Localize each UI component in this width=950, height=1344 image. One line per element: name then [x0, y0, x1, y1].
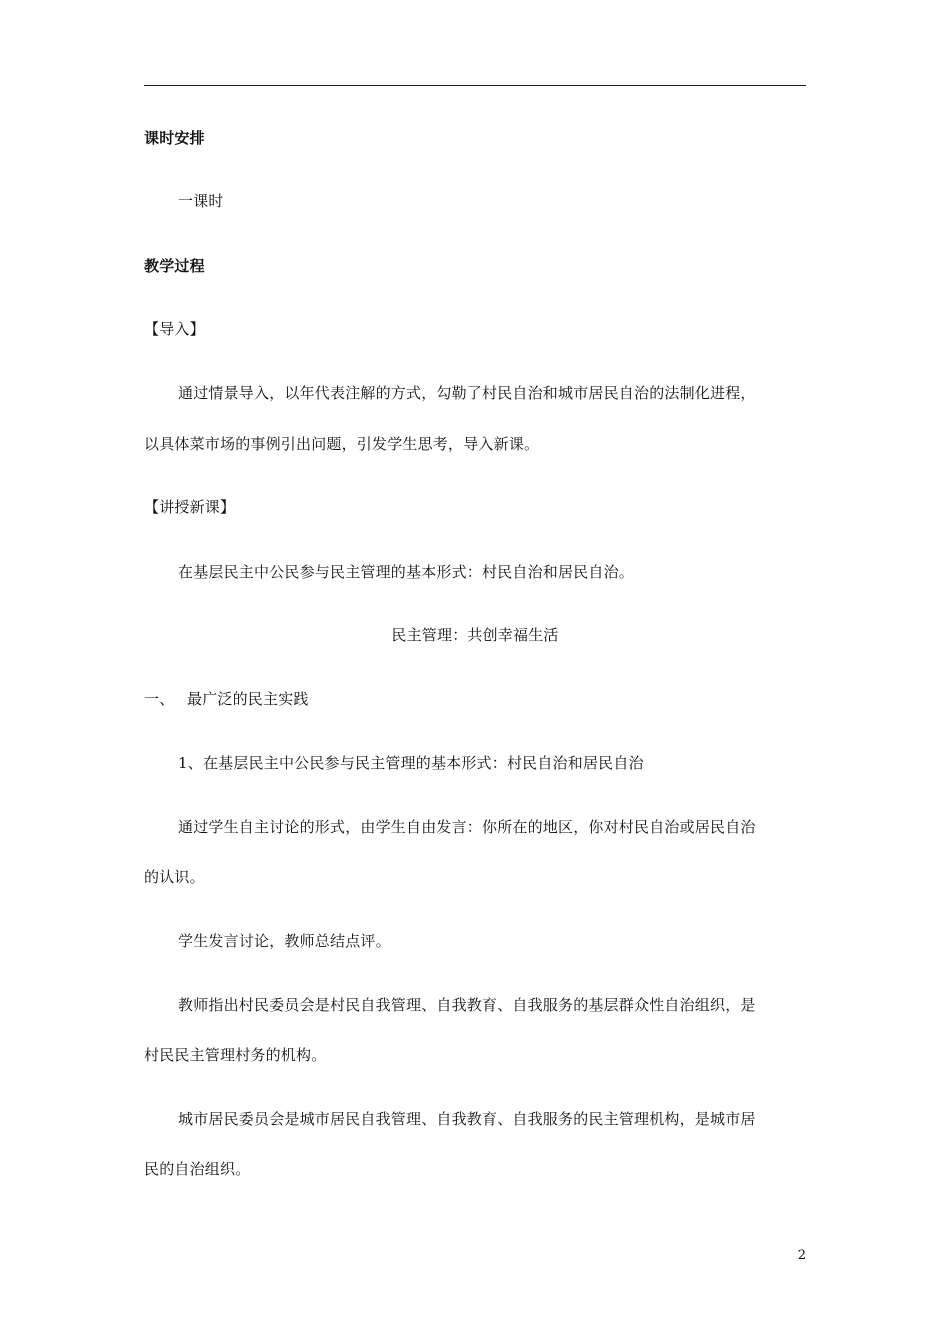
discuss-line-1: 通过学生自主讨论的形式，由学生自由发言：你所在的地区，你对村民自治或居民自治 — [178, 818, 756, 836]
page-number: 2 — [797, 1248, 806, 1263]
intro-label: 【导入】 — [144, 320, 205, 338]
heading-schedule: 课时安排 — [144, 129, 205, 147]
section-1-title: 最广泛的民主实践 — [187, 690, 309, 708]
intro-line-2: 以具体菜市场的事例引出问题，引发学生思考，导入新课。 — [144, 435, 540, 453]
student-text: 学生发言讨论，教师总结点评。 — [178, 932, 391, 950]
new-lesson-label: 【讲授新课】 — [144, 498, 236, 516]
heading-process: 教学过程 — [144, 257, 205, 275]
schedule-text: 一课时 — [178, 192, 224, 210]
teacher-line-2: 村民民主管理村务的机构。 — [144, 1046, 327, 1064]
header-rule — [144, 85, 806, 86]
intro-line-1: 通过情景导入，以年代表注解的方式，勾勒了村民自治和城市居民自治的法制化进程， — [178, 384, 756, 402]
section-1-number: 一、 — [144, 690, 175, 708]
discuss-line-2: 的认识。 — [144, 868, 205, 886]
teacher-line-1: 教师指出村民委员会是村民自我管理、自我教育、自我服务的基层群众性自治组织，是 — [178, 996, 756, 1014]
city-line-2: 民的自治组织。 — [144, 1160, 251, 1178]
new-lesson-text: 在基层民主中公民参与民主管理的基本形式：村民自治和居民自治。 — [178, 563, 635, 581]
item-1: 1、在基层民主中公民参与民主管理的基本形式：村民自治和居民自治 — [178, 754, 644, 772]
city-line-1: 城市居民委员会是城市居民自我管理、自我教育、自我服务的民主管理机构，是城市居 — [178, 1110, 756, 1128]
center-title: 民主管理：共创幸福生活 — [391, 626, 559, 644]
